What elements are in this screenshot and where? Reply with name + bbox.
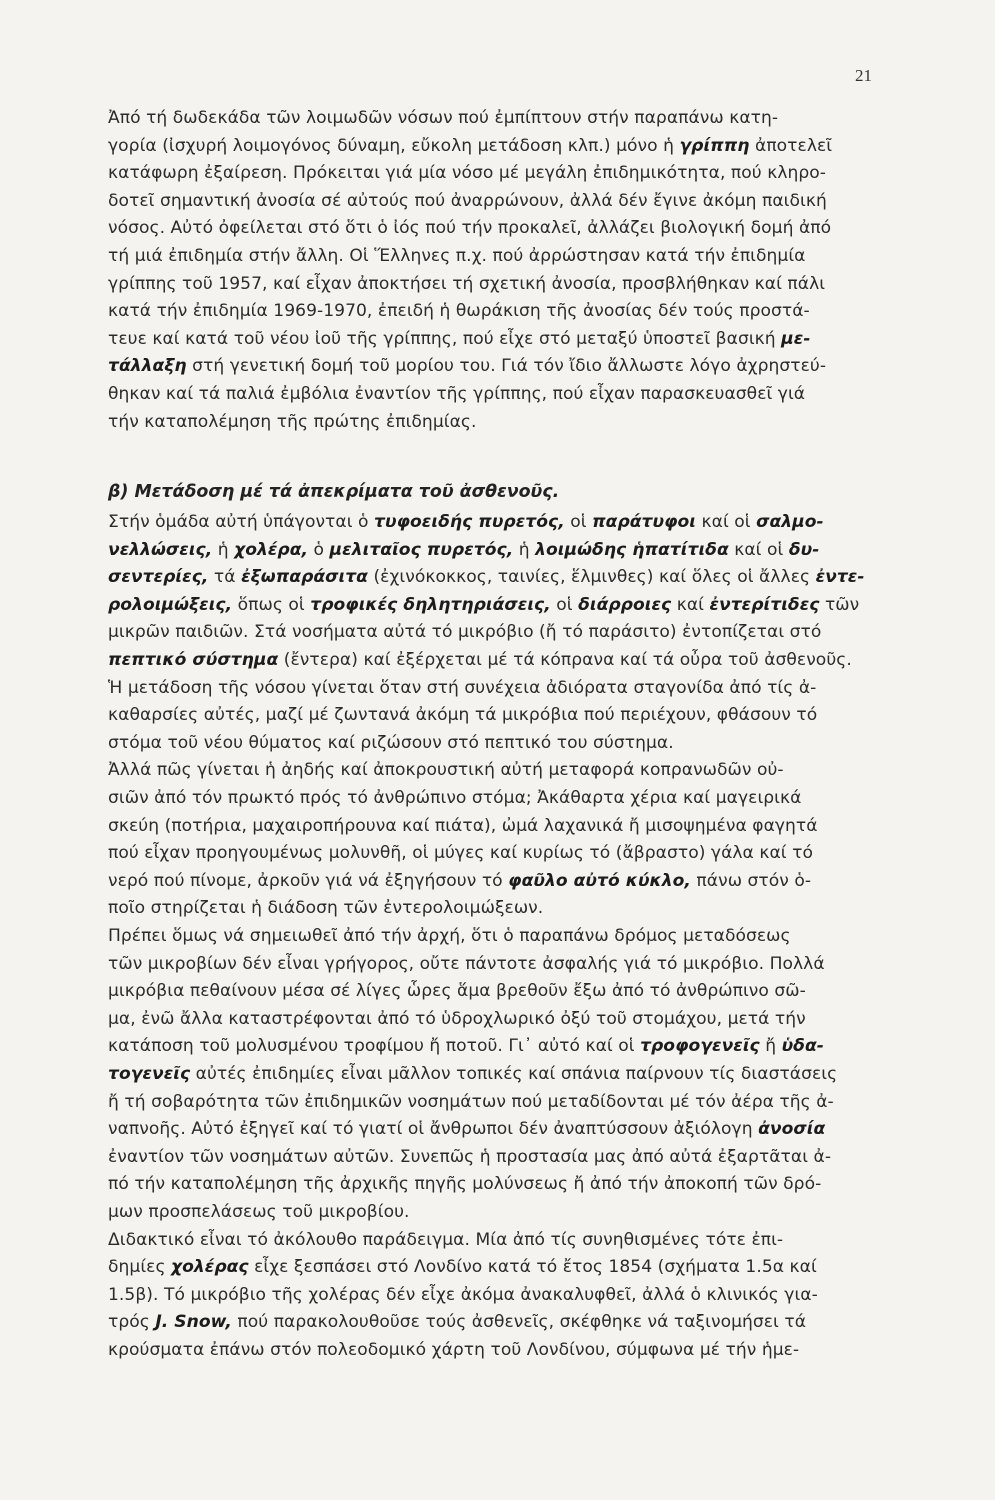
text-line: τογενεῖς αὐτές ἐπιδημίες εἶναι μᾶλλον τοπικές καί σπάνια παίρνουν τίς διαστάσεις bbox=[108, 1063, 838, 1084]
text-line: Ἀπό τή δωδεκάδα τῶν λοιμωδῶν νόσων πού ἐμπίπτουν στήν παραπάνω κατη- bbox=[108, 108, 779, 128]
text-line: τή μιά ἐπιδημία στήν ἄλλη. Οἱ Ἕλληνες π.χ. πού ἀρρώστησαν κατά τήν ἐπιδημία bbox=[108, 245, 806, 266]
emphasis-term: τάλλαξη bbox=[108, 356, 187, 377]
emphasis-term: φαῦλο αὐτό κύκλο, bbox=[508, 870, 691, 891]
text-line: κατά τήν ἐπιδημία 1969-1970, ἐπειδή ἡ θωράκιση τῆς ἀνοσίας δέν τούς προστά- bbox=[108, 301, 810, 322]
text-line: ποῖο στηρίζεται ἡ διάδοση τῶν ἐντερολοιμώξεων. bbox=[108, 898, 544, 919]
emphasis-term: J. Snow, bbox=[155, 1312, 232, 1333]
emphasis-term: παράτυφοι bbox=[592, 512, 697, 532]
emphasis-term: σαλμο- bbox=[756, 512, 824, 532]
text-line: Στήν ὁμάδα αὐτή ὑπάγονται ὁ τυφοειδής πυρετός, οἱ παράτυφοι καί οἱ σαλμο- bbox=[108, 512, 824, 532]
text-line: νελλώσεις, ἡ χολέρα, ὁ μελιταῖος πυρετός, ἡ λοιμώδης ἡπατίτιδα καί οἱ δυ- bbox=[108, 539, 820, 560]
text-line: πού εἶχαν προηγουμένως μολυνθῆ, οἱ μύγες καί κυρίως τό (ἄβραστο) γάλα καί τό bbox=[108, 843, 813, 864]
emphasis-term: ὑδα- bbox=[781, 1036, 824, 1057]
text-line: τάλλαξη στή γενετική δομή τοῦ μορίου του. Γιά τόν ἴδιο ἄλλωστε λόγο ἀχρηστεύ- bbox=[108, 356, 827, 377]
emphasis-term: με- bbox=[781, 328, 811, 349]
text-line: Ἡ μετάδοση τῆς νόσου γίνεται ὅταν στή συνέχεια ἀδιόρατα σταγονίδα ἀπό τίς ἀ- bbox=[108, 677, 817, 698]
text-line: τήν καταπολέμηση τῆς πρώτης ἐπιδημίας. bbox=[108, 411, 477, 432]
emphasis-term: τυφοειδής πυρετός, bbox=[374, 512, 565, 532]
emphasis-term: λοιμώδης ἡπατίτιδα bbox=[535, 539, 729, 560]
text-line: δοτεῖ σημαντική ἀνοσία σέ αὐτούς πού ἀναρρώνουν, ἀλλά δέν ἔγινε ἀκόμη παιδική bbox=[108, 190, 827, 211]
text-line: ρολοιμώξεις, ὅπως οἱ τροφικές δηλητηριάσεις, οἱ διάρροιες καί ἐντερίτιδες τῶν bbox=[108, 594, 860, 615]
text-line: ἤ τή σοβαρότητα τῶν ἐπιδημικῶν νοσημάτων πού μεταδίδονται μέ τόν ἀέρα τῆς ἀ- bbox=[108, 1091, 834, 1112]
emphasis-term: σεντερίες, bbox=[108, 567, 209, 588]
emphasis-term: πεπτικό σύστημα bbox=[108, 649, 279, 670]
text-line: κρούσματα ἐπάνω στόν πολεοδομικό χάρτη τοῦ Λονδίνου, σύμφωνα μέ τήν ἡμε- bbox=[108, 1339, 800, 1360]
text-line: ἐναντίον τῶν νοσημάτων αὐτῶν. Συνεπῶς ἡ προστασία μας ἀπό αὐτά ἐξαρτᾶται ἀ- bbox=[108, 1146, 832, 1167]
text-line: μων προσπελάσεως τοῦ μικροβίου. bbox=[108, 1201, 410, 1222]
text-line: σεντερίες, τά ἐξωπαράσιτα (ἐχινόκοκκος, ταινίες, ἕλμινθες) καί ὅλες οἱ ἄλλες ἐντε- bbox=[108, 567, 865, 588]
text-line: καθαρσίες αὐτές, μαζί μέ ζωντανά ἀκόμη τά μικρόβια πού περιέχουν, φθάσουν τό bbox=[108, 705, 818, 726]
text-line: κατάποση τοῦ μολυσμένου τροφίμου ἤ ποτοῦ. Γι᾽ αὐτό καί οἱ τροφογενεῖς ἤ ὑδα- bbox=[108, 1036, 824, 1057]
emphasis-term: διάρροιες bbox=[578, 594, 672, 615]
emphasis-term: χολέρας bbox=[171, 1257, 249, 1278]
paragraph-cholera-london bbox=[108, 1227, 872, 1365]
text-line: κατάφωρη ἐξαίρεση. Πρόκειται γιά μία νόσο μέ μεγάλη ἐπιδημικότητα, πού κληρο- bbox=[108, 163, 826, 184]
emphasis-term: δυ- bbox=[788, 539, 820, 560]
paragraph-excreta-diseases bbox=[108, 509, 872, 757]
text-line: μικρῶν παιδιῶν. Στά νοσήματα αὐτά τό μικρόβιο (ἤ τό παράσιτο) ἐντοπίζεται στό bbox=[108, 622, 822, 643]
paragraph-microbe-survival bbox=[108, 923, 872, 1227]
text-line: πεπτικό σύστημα (ἔντερα) καί ἐξέρχεται μέ τά κόπρανα καί τά οὖρα τοῦ ἀσθενοῦς. bbox=[108, 649, 852, 670]
text-line: σιῶν ἀπό τόν πρωκτό πρός τό ἀνθρώπινο στόμα; Ἀκάθαρτα χέρια καί μαγειρικά bbox=[108, 787, 802, 808]
paragraph-influenza bbox=[108, 105, 872, 436]
section-heading: β) Μετάδοση μέ τά ἀπεκρίματα τοῦ ἀσθενοῦς. bbox=[108, 482, 560, 502]
emphasis-term: τογενεῖς bbox=[108, 1063, 191, 1084]
emphasis-term: ἐντερίτιδες bbox=[709, 594, 820, 615]
text-line: γορία (ἰσχυρή λοιμογόνος δύναμη, εὔκολη μετάδοση κλπ.) μόνο ἡ γρίππη ἀποτελεῖ bbox=[108, 135, 833, 156]
emphasis-term: ἐξωπαράσιτα bbox=[241, 567, 368, 588]
text-line: νόσος. Αὐτό ὀφείλεται στό ὅτι ὁ ἰός πού τήν προκαλεῖ, ἀλλάζει βιολογική δομή ἀπό bbox=[108, 218, 832, 239]
text-line: ναπνοῆς. Αὐτό ἐξηγεῖ καί τό γιατί οἱ ἄνθρωποι δέν ἀναπτύσσουν ἀξιόλογη ἀνοσία bbox=[108, 1119, 826, 1140]
text-line: στόμα τοῦ νέου θύματος καί ριζώσουν στό πεπτικό του σύστημα. bbox=[108, 732, 674, 753]
text-line: Διδακτικό εἶναι τό ἀκόλουθο παράδειγμα. Μία ἀπό τίς συνηθισμένες τότε ἐπι- bbox=[108, 1229, 784, 1250]
emphasis-term: ἀνοσία bbox=[758, 1119, 826, 1140]
emphasis-term: μελιταῖος πυρετός, bbox=[329, 539, 514, 560]
text-line: γρίππης τοῦ 1957, καί εἶχαν ἀποκτήσει τή σχετική ἀνοσία, προσβλήθηκαν καί πάλι bbox=[108, 273, 826, 294]
text-line: θηκαν καί τά παλιά ἐμβόλια ἐναντίον τῆς γρίππης, πού εἶχαν παρασκευασθεῖ γιά bbox=[108, 383, 806, 404]
text-line: Ἀλλά πῶς γίνεται ἡ ἀηδής καί ἀποκρουστική αὐτή μεταφορά κοπρανωδῶν οὐ- bbox=[108, 760, 784, 781]
paragraph-transmission-routes bbox=[108, 757, 872, 923]
emphasis-term: τροφικές δηλητηριάσεις, bbox=[310, 594, 551, 615]
text-line: σκεύη (ποτήρια, μαχαιροπήρουνα καί πιάτα), ὠμά λαχανικά ἤ μισοψημένα φαγητά bbox=[108, 815, 818, 836]
text-line: τευε καί κατά τοῦ νέου ἰοῦ τῆς γρίππης, πού εἶχε στό μεταξύ ὑποστεῖ βασική με- bbox=[108, 328, 811, 349]
emphasis-term: χολέρα, bbox=[234, 539, 309, 560]
text-line: τῶν μικροβίων δέν εἶναι γρήγορος, οὔτε πάντοτε ἀσφαλής γιά τό μικρόβιο. Πολλά bbox=[108, 953, 825, 974]
text-line: νερό πού πίνομε, ἀρκοῦν γιά νά ἐξηγήσουν τό φαῦλο αὐτό κύκλο, πάνω στόν ὁ- bbox=[108, 870, 812, 891]
text-line: δημίες χολέρας εἶχε ξεσπάσει στό Λονδίνο κατά τό ἔτος 1854 (σχήματα 1.5α καί bbox=[108, 1257, 817, 1278]
emphasis-term: ρολοιμώξεις, bbox=[108, 594, 233, 615]
page-number: 21 bbox=[855, 66, 872, 85]
emphasis-term: ἐντε- bbox=[815, 567, 865, 588]
emphasis-term: τροφογενεῖς bbox=[640, 1036, 760, 1057]
text-line: Πρέπει ὅμως νά σημειωθεῖ ἀπό τήν ἀρχή, ὅτι ὁ παραπάνω δρόμος μεταδόσεως bbox=[108, 926, 791, 946]
text-line: πό τήν καταπολέμηση τῆς ἀρχικῆς πηγῆς μολύνσεως ἤ ἀπό τήν ἀποκοπή τῶν δρό- bbox=[108, 1174, 822, 1195]
text-line: 1.5β). Τό μικρόβιο τῆς χολέρας δέν εἶχε ἀκόμα ἀνακαλυφθεῖ, ἀλλά ὁ κλινικός για- bbox=[108, 1284, 818, 1305]
text-line: μικρόβια πεθαίνουν μέσα σέ λίγες ὧρες ἅμα βρεθοῦν ἔξω ἀπό τό ἀνθρώπινο σῶ- bbox=[108, 981, 806, 1002]
emphasis-term: γρίππη bbox=[679, 135, 750, 156]
text-line: τρός J. Snow, πού παρακολουθοῦσε τούς ἀσθενεῖς, σκέφθηκε νά ταξινομήσει τά bbox=[108, 1312, 807, 1333]
emphasis-term: νελλώσεις, bbox=[108, 539, 213, 560]
text-line: μα, ἐνῶ ἄλλα καταστρέφονται ἀπό τό ὑδροχλωρικό ὀξύ τοῦ στομάχου, μετά τήν bbox=[108, 1008, 806, 1029]
